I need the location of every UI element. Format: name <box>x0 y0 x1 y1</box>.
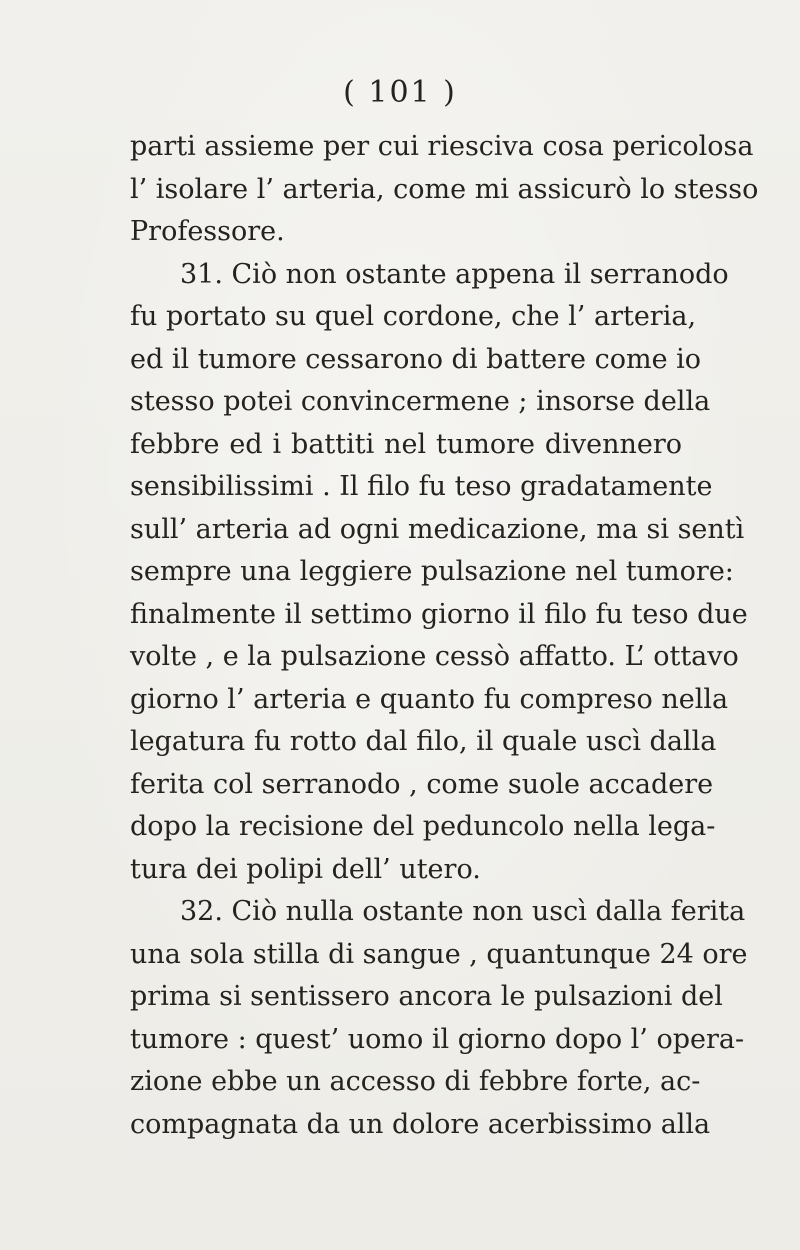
paragraph-start-31: 31. Ciò non ostante appena il serranodo <box>180 258 729 290</box>
page-number: ( 101 ) <box>343 75 457 110</box>
text-line: sull’ arteria ad ogni medicazione, ma si sentì <box>130 513 745 545</box>
text-line: ferita col serranodo , come suole accadere <box>130 768 714 800</box>
text-line: una sola stilla di sangue , quantunque 24 ore <box>130 938 748 970</box>
text-line: Professore. <box>130 216 285 247</box>
text-line: compagnata da un dolore acerbissimo alla <box>130 1108 711 1140</box>
text-line: febbre ed i battiti nel tumore divennero <box>130 428 682 460</box>
text-line: sempre una leggiere pulsazione nel tumore: <box>130 556 734 587</box>
text-line: prima si sentissero ancora le pulsazioni del <box>130 981 723 1012</box>
text-line: parti assieme per cui riesciva cosa pericolosa <box>130 131 754 162</box>
paragraph-start-32: 32. Ciò nulla ostante non uscì dalla ferita <box>180 896 746 927</box>
text-line: stesso potei convincermene ; insorse della <box>130 386 711 417</box>
text-line: tumore : quest’ uomo il giorno dopo l’ opera- <box>130 1023 745 1055</box>
text-line: dopo la recisione del peduncolo nella lega- <box>130 811 716 842</box>
text-line: sensibilissimi . Il filo fu teso gradatamente <box>130 471 713 502</box>
text-line: giorno l’ arteria e quanto fu compreso nella <box>130 683 729 715</box>
text-line: finalmente il settimo giorno il filo fu teso due <box>130 598 748 630</box>
body-text <box>130 126 759 1146</box>
text-line: l’ isolare l’ arteria, come mi assicurò lo stesso <box>130 173 759 205</box>
text-line: fu portato su quel cordone, che l’ arteria, <box>130 301 697 332</box>
text-line: ed il tumore cessarono di battere come io <box>130 343 702 375</box>
text-line: volte , e la pulsazione cessò affatto. L’ ottavo <box>130 641 739 672</box>
text-line: tura dei polipi dell’ utero. <box>130 853 481 885</box>
text-line: zione ebbe un accesso di febbre forte, ac- <box>130 1066 701 1097</box>
text-line: legatura fu rotto dal filo, il quale uscì dalla <box>130 726 717 757</box>
